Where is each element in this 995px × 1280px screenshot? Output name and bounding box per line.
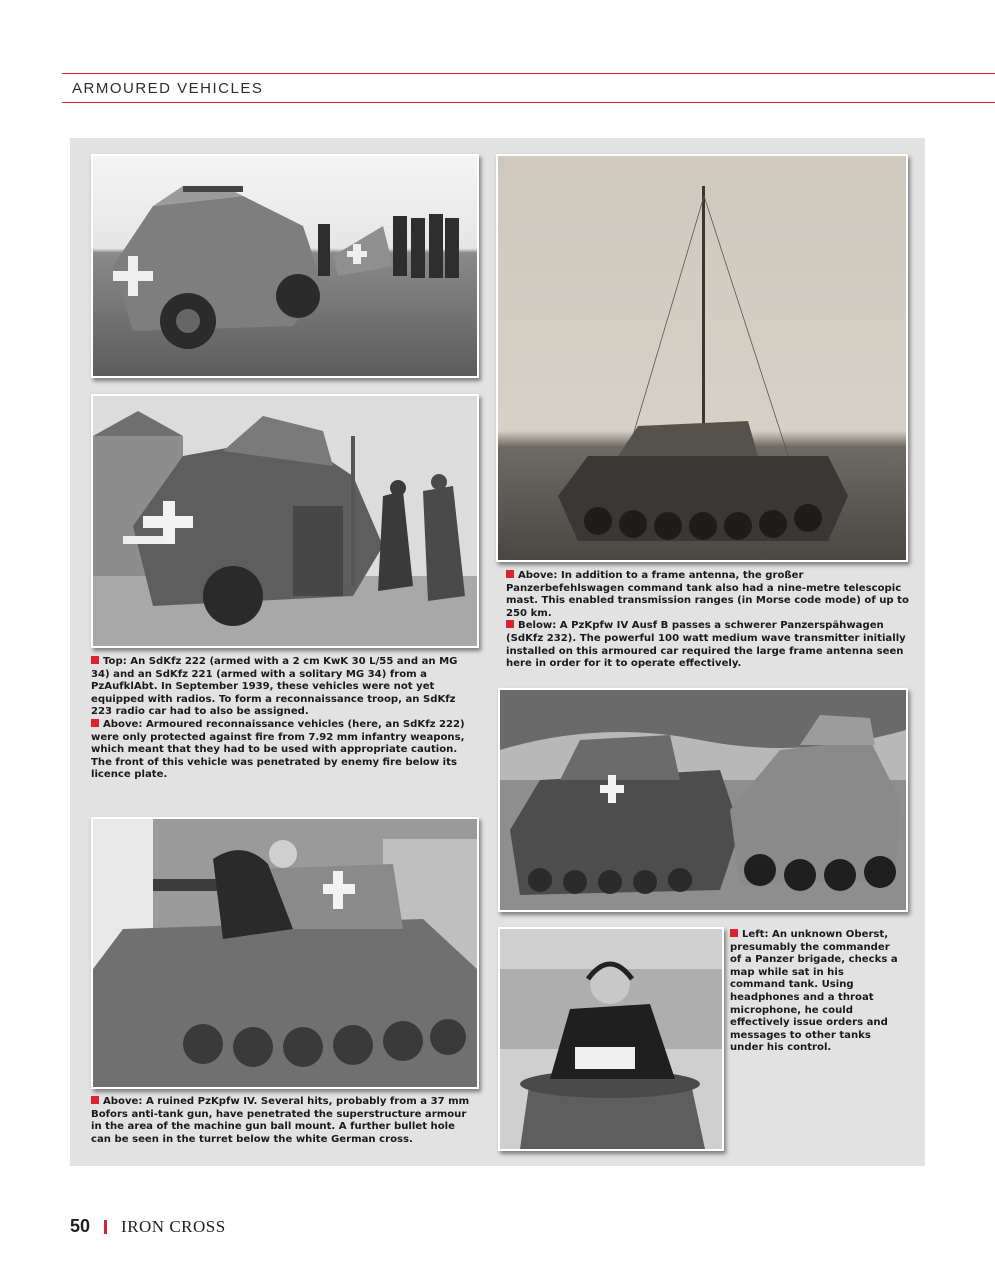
photo-damaged-armoured-car (91, 394, 479, 648)
header-rule-top (62, 73, 995, 74)
page-number: 50 (70, 1216, 91, 1236)
caption-left-bottom: Above: A ruined PzKpfw IV. Several hits, probably from a 37 mm Bofors anti-tank gun, have penetrated the superstructure armour in the area of the machine gun ball mount. A further bullet hole can be seen in the turret below the white German cross. (91, 1096, 470, 1145)
caption-marker-icon (91, 1096, 99, 1104)
header-rule-bottom (62, 102, 995, 103)
caption-marker-icon (506, 620, 514, 628)
photo-armoured-cars (91, 154, 479, 378)
caption-right-top: Above: In addition to a frame antenna, the großer Panzerbefehlswagen command tank also had a nine-metre telescopic mast. This enabled transmission ranges (in Morse code mode) of up to 250 km. Below: A PzKpfw IV Ausf B passes a schwerer Panzerspähwagen (SdKfz 232). The powerful 100 watt medium wave transmitter initially installed on this armoured car required the large frame antenna seen here in order for it to operate effectively. (506, 570, 909, 670)
caption-right-bottom: Left: An unknown Oberst, presumably the commander of a Panzer brigade, checks a map while sat in his command tank. Using headphones and a throat microphone, he could effectively issue orders and messages to other tanks under his control. (730, 929, 898, 1054)
caption-marker-icon (730, 929, 738, 937)
photo-oberst-in-turret (498, 927, 724, 1151)
caption-marker-icon (91, 656, 99, 664)
caption-left-top: Top: An SdKfz 222 (armed with a 2 cm KwK 30 L/55 and an MG 34) and an SdKfz 221 (armed with a solitary MG 34) from a PzAufklAbt. In September 1939, these vehicles were not yet equipped with radios. To form a reconnaissance troop, an SdKfz 223 radio car had to also be assigned. Above: Armoured reconnaissance vehicles (here, an SdKfz 222) were only protected against fire from 7.92 mm infantry weapons, which meant that they had to be used with appropriate caution. The front of this vehicle was penetrated by enemy fire below its licence plate. (91, 656, 465, 781)
photo-ruined-panzer-iv (91, 817, 479, 1089)
caption-marker-icon (91, 719, 99, 727)
section-title: ARMOURED VEHICLES (72, 80, 264, 97)
footer-divider (104, 1220, 107, 1234)
page-footer (70, 1216, 226, 1237)
caption-marker-icon (506, 570, 514, 578)
magazine-title: IRON CROSS (121, 1216, 226, 1236)
photo-command-tank-mast (496, 154, 908, 562)
photo-panzer-and-armoured-car (498, 688, 908, 912)
